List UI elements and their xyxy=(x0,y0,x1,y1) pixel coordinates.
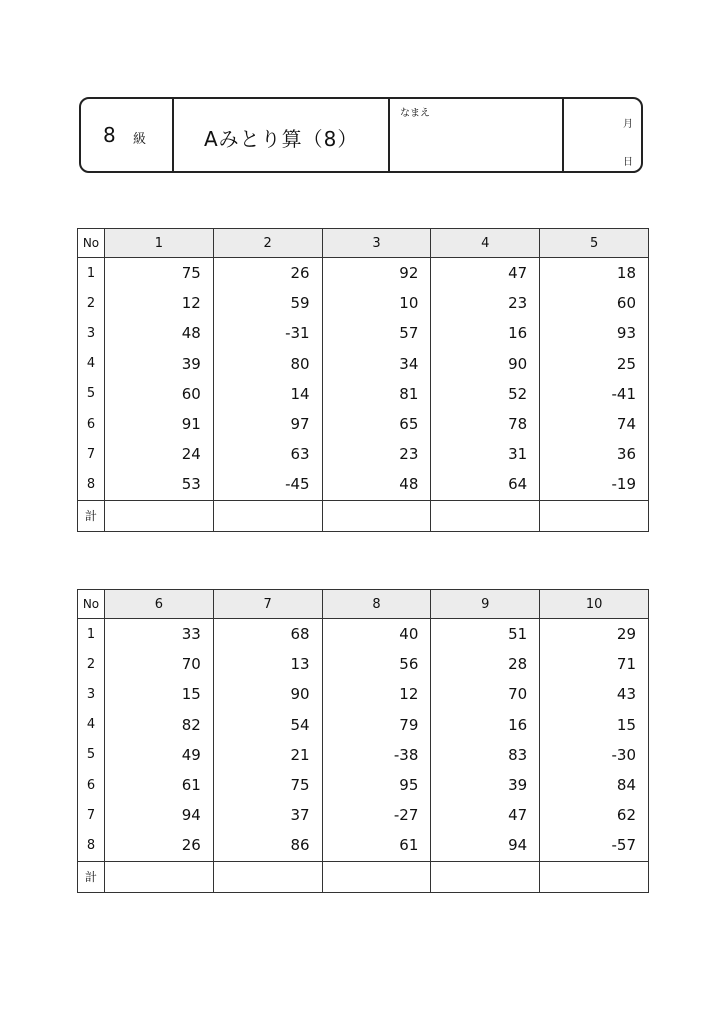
number-cell: 61 xyxy=(105,770,214,800)
number-cell: -31 xyxy=(213,318,322,348)
number-cell: 91 xyxy=(105,409,214,439)
answer-cell[interactable] xyxy=(540,500,649,531)
problem-column-header: 6 xyxy=(105,590,214,619)
row-number: 1 xyxy=(78,258,105,289)
problem-column-header: 3 xyxy=(322,229,431,258)
answer-cell[interactable] xyxy=(213,500,322,531)
number-cell: 54 xyxy=(213,710,322,740)
row-number: 4 xyxy=(78,349,105,379)
row-number: 8 xyxy=(78,830,105,861)
grade-number: 8 xyxy=(103,123,116,147)
number-cell: 21 xyxy=(213,740,322,770)
number-cell: 18 xyxy=(540,258,649,289)
number-cell: 57 xyxy=(322,318,431,348)
number-cell: 23 xyxy=(431,288,540,318)
worksheet-header xyxy=(79,97,643,173)
row-number: 2 xyxy=(78,649,105,679)
number-cell: -19 xyxy=(540,469,649,500)
number-cell: 29 xyxy=(540,619,649,650)
number-cell: 78 xyxy=(431,409,540,439)
number-cell: 92 xyxy=(322,258,431,289)
row-number: 6 xyxy=(78,409,105,439)
problem-column-header: 9 xyxy=(431,590,540,619)
number-cell: 93 xyxy=(540,318,649,348)
total-label: 計 xyxy=(78,500,105,531)
number-cell: 43 xyxy=(540,679,649,709)
number-cell: -45 xyxy=(213,469,322,500)
no-column-header: No xyxy=(78,590,105,619)
number-cell: 74 xyxy=(540,409,649,439)
number-cell: 68 xyxy=(213,619,322,650)
table-header-row xyxy=(78,229,649,258)
table-row xyxy=(78,770,649,800)
number-cell: 52 xyxy=(431,379,540,409)
table-row xyxy=(78,469,649,500)
row-number: 5 xyxy=(78,379,105,409)
number-cell: 86 xyxy=(213,830,322,861)
number-cell: 84 xyxy=(540,770,649,800)
number-cell: 13 xyxy=(213,649,322,679)
row-number: 3 xyxy=(78,679,105,709)
row-number: 7 xyxy=(78,439,105,469)
number-cell: 51 xyxy=(431,619,540,650)
table-row xyxy=(78,649,649,679)
table-row xyxy=(78,439,649,469)
number-cell: 70 xyxy=(431,679,540,709)
grade-box xyxy=(81,99,174,171)
number-cell: 26 xyxy=(213,258,322,289)
number-cell: 82 xyxy=(105,710,214,740)
number-cell: 60 xyxy=(540,288,649,318)
number-cell: 48 xyxy=(322,469,431,500)
number-cell: 65 xyxy=(322,409,431,439)
row-number: 1 xyxy=(78,619,105,650)
problem-column-header: 8 xyxy=(322,590,431,619)
problem-column-header: 10 xyxy=(540,590,649,619)
table-row xyxy=(78,349,649,379)
answer-cell[interactable] xyxy=(431,861,540,892)
number-cell: 25 xyxy=(540,349,649,379)
table-row xyxy=(78,288,649,318)
number-cell: 94 xyxy=(431,830,540,861)
number-cell: 71 xyxy=(540,649,649,679)
number-cell: 26 xyxy=(105,830,214,861)
number-cell: 28 xyxy=(431,649,540,679)
answer-cell[interactable] xyxy=(431,500,540,531)
number-cell: 75 xyxy=(213,770,322,800)
number-cell: 56 xyxy=(322,649,431,679)
number-cell: 64 xyxy=(431,469,540,500)
total-row xyxy=(78,861,649,892)
number-cell: 47 xyxy=(431,800,540,830)
date-field[interactable] xyxy=(564,99,641,171)
number-cell: 75 xyxy=(105,258,214,289)
number-cell: 49 xyxy=(105,740,214,770)
number-cell: 37 xyxy=(213,800,322,830)
number-cell: 94 xyxy=(105,800,214,830)
problem-column-header: 7 xyxy=(213,590,322,619)
number-cell: 81 xyxy=(322,379,431,409)
number-cell: 59 xyxy=(213,288,322,318)
number-cell: 83 xyxy=(431,740,540,770)
table-row xyxy=(78,800,649,830)
number-cell: 61 xyxy=(322,830,431,861)
month-label: 月 xyxy=(623,119,633,130)
row-number: 6 xyxy=(78,770,105,800)
answer-cell[interactable] xyxy=(322,861,431,892)
number-cell: 33 xyxy=(105,619,214,650)
number-cell: 10 xyxy=(322,288,431,318)
name-field[interactable] xyxy=(390,99,564,171)
number-cell: 90 xyxy=(431,349,540,379)
total-row xyxy=(78,500,649,531)
row-number: 4 xyxy=(78,710,105,740)
number-cell: 48 xyxy=(105,318,214,348)
number-cell: 97 xyxy=(213,409,322,439)
number-cell: -57 xyxy=(540,830,649,861)
number-cell: 79 xyxy=(322,710,431,740)
number-cell: -38 xyxy=(322,740,431,770)
answer-cell[interactable] xyxy=(322,500,431,531)
table-row xyxy=(78,379,649,409)
worksheet-title: Aみとり算（8） xyxy=(204,127,359,151)
number-cell: -41 xyxy=(540,379,649,409)
number-cell: 16 xyxy=(431,318,540,348)
number-cell: 12 xyxy=(322,679,431,709)
day-label: 日 xyxy=(623,157,633,168)
problem-column-header: 2 xyxy=(213,229,322,258)
number-cell: 31 xyxy=(431,439,540,469)
problem-column-header: 5 xyxy=(540,229,649,258)
number-cell: 24 xyxy=(105,439,214,469)
row-number: 5 xyxy=(78,740,105,770)
table-row xyxy=(78,318,649,348)
table-row xyxy=(78,619,649,650)
table-row xyxy=(78,409,649,439)
problem-table-1 xyxy=(77,228,649,532)
table-header-row xyxy=(78,590,649,619)
number-cell: 53 xyxy=(105,469,214,500)
number-cell: 70 xyxy=(105,649,214,679)
problem-column-header: 4 xyxy=(431,229,540,258)
number-cell: 14 xyxy=(213,379,322,409)
table-row xyxy=(78,740,649,770)
number-cell: -30 xyxy=(540,740,649,770)
number-cell: 95 xyxy=(322,770,431,800)
grade-label: 級 xyxy=(133,132,147,147)
number-cell: 15 xyxy=(105,679,214,709)
problem-column-header: 1 xyxy=(105,229,214,258)
number-cell: 39 xyxy=(105,349,214,379)
number-cell: 47 xyxy=(431,258,540,289)
total-label: 計 xyxy=(78,861,105,892)
number-cell: 15 xyxy=(540,710,649,740)
row-number: 2 xyxy=(78,288,105,318)
answer-cell[interactable] xyxy=(213,861,322,892)
table-row xyxy=(78,830,649,861)
number-cell: 40 xyxy=(322,619,431,650)
number-cell: 36 xyxy=(540,439,649,469)
problem-table-2 xyxy=(77,589,649,893)
number-cell: 63 xyxy=(213,439,322,469)
number-cell: 90 xyxy=(213,679,322,709)
number-cell: 60 xyxy=(105,379,214,409)
answer-cell[interactable] xyxy=(105,861,214,892)
table-row xyxy=(78,258,649,289)
no-column-header: No xyxy=(78,229,105,258)
row-number: 7 xyxy=(78,800,105,830)
number-cell: 34 xyxy=(322,349,431,379)
number-cell: 62 xyxy=(540,800,649,830)
table-row xyxy=(78,679,649,709)
number-cell: 39 xyxy=(431,770,540,800)
title-box xyxy=(174,99,390,171)
number-cell: 23 xyxy=(322,439,431,469)
number-cell: -27 xyxy=(322,800,431,830)
name-label: なまえ xyxy=(400,108,430,119)
row-number: 3 xyxy=(78,318,105,348)
answer-cell[interactable] xyxy=(540,861,649,892)
number-cell: 80 xyxy=(213,349,322,379)
number-cell: 12 xyxy=(105,288,214,318)
table-row xyxy=(78,710,649,740)
answer-cell[interactable] xyxy=(105,500,214,531)
number-cell: 16 xyxy=(431,710,540,740)
row-number: 8 xyxy=(78,469,105,500)
